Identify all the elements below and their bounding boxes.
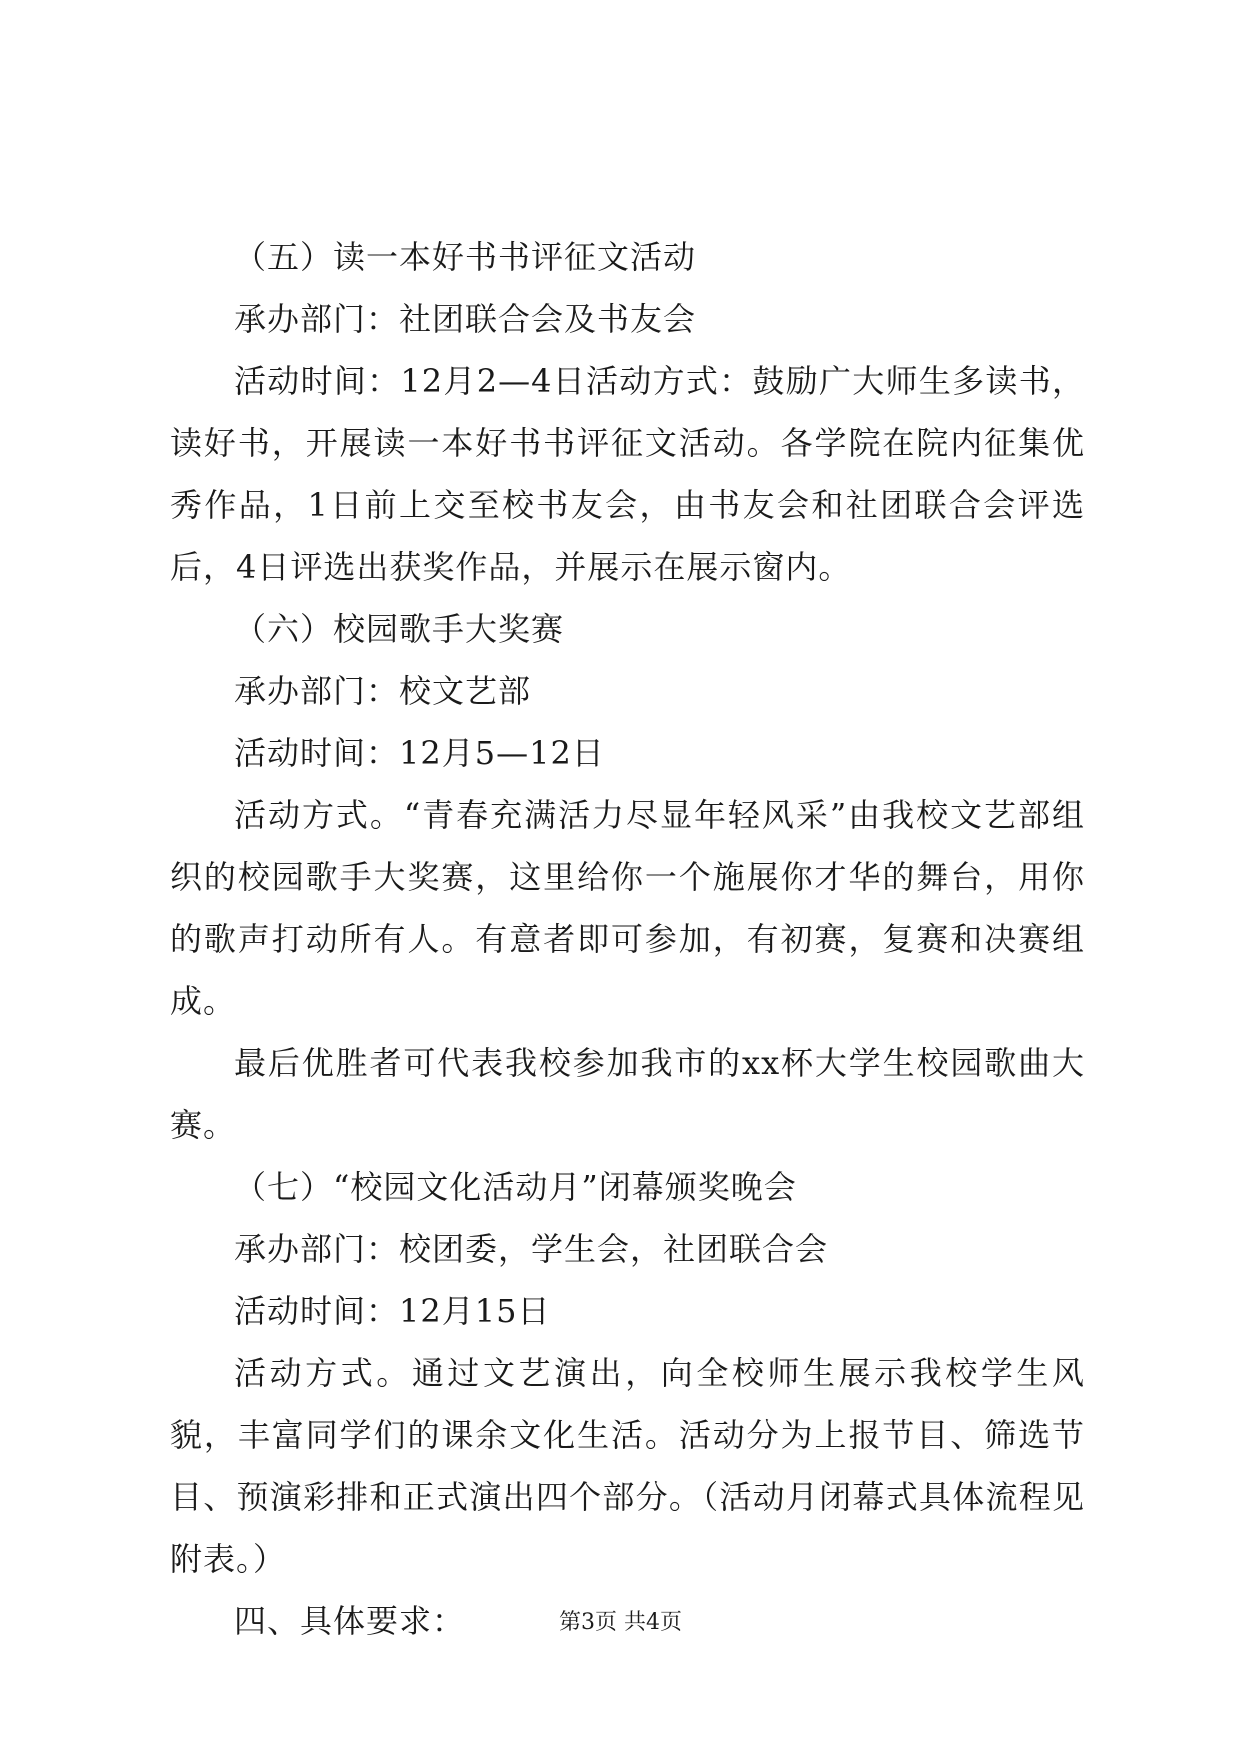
section-heading-7: （七）“校园文化活动月”闭幕颁奖晚会 xyxy=(234,1168,797,1206)
activity-paragraph-7: 活动方式。通过文艺演出，向全校师生展示我校学生风貌，丰富同学们的课余文化生活。活动分为上报节目、筛选节目、预演彩排和正式演出四个部分。（活动月闭幕式具体流程见附表。） xyxy=(170,1354,1085,1578)
activity-paragraph-5: 活动时间：12月2—4日活动方式：鼓励广大师生多读书，读好书，开展读一本好书书评征文活动。各学院在院内征集优秀作品，1日前上交至校书友会，由书友会和社团联合会评选后，4日评选出获奖作品，并展示在展示窗内。 xyxy=(170,362,1085,586)
winner-paragraph-6: 最后优胜者可代表我校参加我市的xx杯大学生校园歌曲大赛。 xyxy=(170,1044,1085,1144)
time-line-6: 活动时间：12月5—12日 xyxy=(234,734,605,772)
section-heading-requirements: 四、具体要求： xyxy=(234,1602,466,1640)
page-number-footer: 第3页 共4页 xyxy=(559,1610,682,1635)
organizer-line-5: 承办部门：社团联合会及书友会 xyxy=(234,300,697,338)
activity-paragraph-6: 活动方式。“青春充满活力尽显年轻风采”由我校文艺部组织的校园歌手大奖赛，这里给你一个施展你才华的舞台，用你的歌声打动所有人。有意者即可参加，有初赛，复赛和决赛组成。 xyxy=(170,796,1085,1020)
section-heading-5: （五）读一本好书书评征文活动 xyxy=(234,238,697,276)
document-body xyxy=(170,226,1085,1652)
organizer-line-6: 承办部门：校文艺部 xyxy=(234,672,532,710)
section-heading-6: （六）校园歌手大奖赛 xyxy=(234,610,565,648)
organizer-line-7: 承办部门：校团委，学生会，社团联合会 xyxy=(234,1230,829,1268)
time-line-7: 活动时间：12月15日 xyxy=(234,1292,551,1330)
